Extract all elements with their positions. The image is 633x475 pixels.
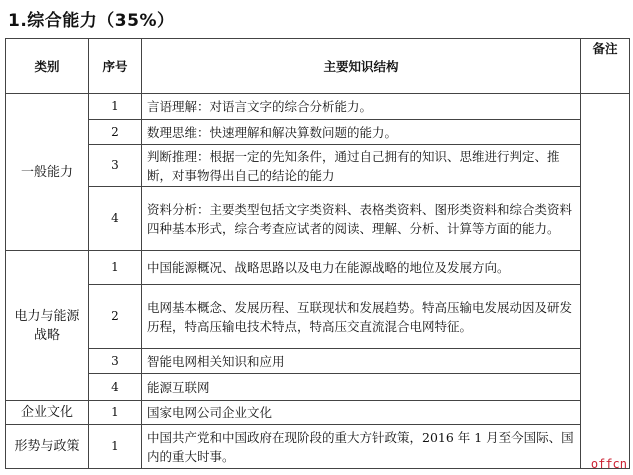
item-content: 数理思维：快速理解和解决算数问题的能力。 xyxy=(142,120,581,145)
item-number: 1 xyxy=(89,425,142,469)
header-number: 序号 xyxy=(89,39,142,94)
page-title: 1.综合能力（35%） xyxy=(8,11,175,31)
remark-cell xyxy=(581,94,630,469)
item-number: 1 xyxy=(89,251,142,285)
category-corporate-culture: 企业文化 xyxy=(6,401,89,425)
category-situation-policy: 形势与政策 xyxy=(6,425,89,469)
header-row xyxy=(6,39,630,94)
item-number: 3 xyxy=(89,349,142,374)
item-number: 4 xyxy=(89,187,142,251)
header-remark: 备注 xyxy=(581,39,630,94)
item-content: 智能电网相关知识和应用 xyxy=(142,349,581,374)
watermark xyxy=(591,457,627,471)
item-number: 2 xyxy=(89,285,142,349)
item-content: 能源互联网 xyxy=(142,374,581,401)
item-content: 电网基本概念、发展历程、互联现状和发展趋势。特高压输电发展动因及研发历程，特高压输电技术特点，特高压交直流混合电网特征。 xyxy=(142,285,581,349)
watermark-text: offcn xyxy=(590,457,627,471)
knowledge-structure-table xyxy=(5,38,630,469)
header-category: 类别 xyxy=(6,39,89,94)
table-row xyxy=(6,120,630,145)
item-content: 中国能源概况、战略思路以及电力在能源战略的地位及发展方向。 xyxy=(142,251,581,285)
table-row xyxy=(6,349,630,374)
item-number: 1 xyxy=(89,401,142,425)
table-row xyxy=(6,425,630,469)
item-number: 1 xyxy=(89,94,142,120)
category-general-ability: 一般能力 xyxy=(6,94,89,251)
table-row xyxy=(6,145,630,187)
table-row xyxy=(6,187,630,251)
table-row xyxy=(6,285,630,349)
item-number: 2 xyxy=(89,120,142,145)
item-content: 判断推理：根据一定的先知条件，通过自己拥有的知识、思维进行判定、推断，对事物得出自己的结论的能力 xyxy=(142,145,581,187)
table-row xyxy=(6,251,630,285)
category-power-energy-strategy: 电力与能源战略 xyxy=(6,251,89,401)
header-structure: 主要知识结构 xyxy=(142,39,581,94)
table-row xyxy=(6,401,630,425)
item-number: 3 xyxy=(89,145,142,187)
item-content: 言语理解：对语言文字的综合分析能力。 xyxy=(142,94,581,120)
item-content: 国家电网公司企业文化 xyxy=(142,401,581,425)
item-content: 中国共产党和中国政府在现阶段的重大方针政策，2016 年 1 月至今国际、国内的重大时事。 xyxy=(142,425,581,469)
table-row xyxy=(6,94,630,120)
item-number: 4 xyxy=(89,374,142,401)
table-row xyxy=(6,374,630,401)
item-content: 资料分析：主要类型包括文字类资料、表格类资料、图形类资料和综合类资料四种基本形式，综合考查应试者的阅读、理解、分析、计算等方面的能力。 xyxy=(142,187,581,251)
